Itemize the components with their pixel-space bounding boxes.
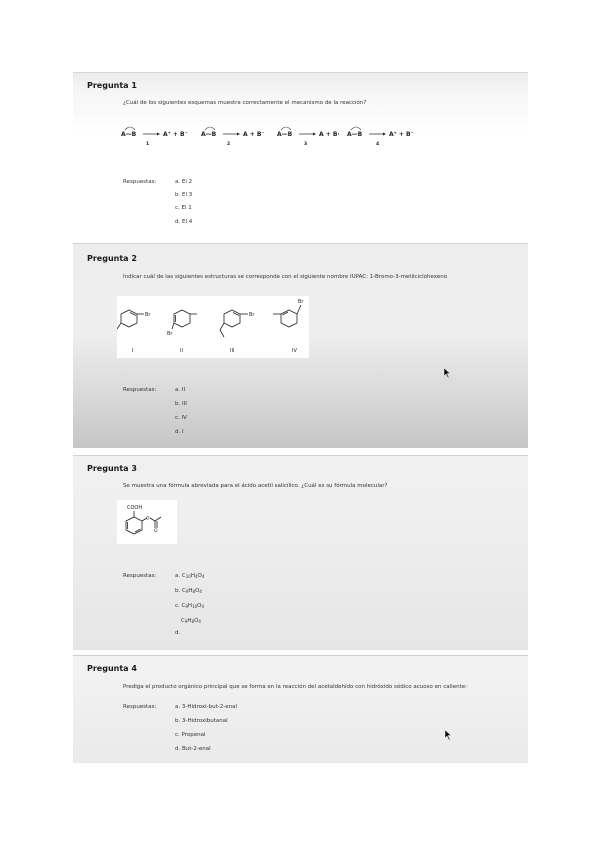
answer-option-c[interactable]: c. $C_9H_{10}O_4$ <box>175 603 205 609</box>
question-title: Pregunta 2 <box>87 254 137 263</box>
scheme-1 <box>121 127 188 147</box>
structure-II <box>172 310 197 329</box>
scheme-left: A—B <box>277 131 293 138</box>
formula-subscript: 4 <box>198 619 201 624</box>
svg-text:O: O <box>146 516 150 522</box>
scheme-right: A⁺ + B⁻ <box>389 131 414 138</box>
structure-III <box>220 310 248 337</box>
bromine-label: Br <box>298 299 304 305</box>
scheme-4 <box>347 127 414 147</box>
answer-option-c[interactable]: c. IV <box>175 415 187 421</box>
responses-label: Respuestas: <box>123 573 157 579</box>
answer-option-b[interactable]: b. 3-Hidroxibutanal <box>175 718 228 724</box>
mechanism-schemes <box>117 121 417 151</box>
structure-label: III <box>230 348 235 354</box>
formula-subscript: 4 <box>201 604 205 609</box>
answer-option-d[interactable]: d. But-2-enal <box>175 746 211 752</box>
question-title: Pregunta 3 <box>87 464 137 473</box>
answer-option-d-formula[interactable]: $C_9H_8O_4$ <box>181 618 201 624</box>
answer-option-a[interactable]: a. El 2 <box>175 179 193 185</box>
formula-subscript: 9 <box>185 604 188 609</box>
answer-option-b[interactable]: b. III <box>175 401 187 407</box>
answer-option-a[interactable]: a. $C_{10}H_4O_4$ <box>175 573 205 579</box>
answer-option-d-letter[interactable]: d. <box>175 630 181 636</box>
formula-subscript: 9 <box>185 589 189 594</box>
formula-subscript: 4 <box>199 589 202 594</box>
question-text: ¿Cuál de los siguientes esquemas muestra correctamente el mecanismo de la reacción? <box>123 100 367 106</box>
scheme-left: A—B <box>121 131 137 138</box>
structure-IV <box>273 305 301 327</box>
scheme-right: A + B⁻ <box>243 131 265 138</box>
answer-option-a[interactable]: a. 3-Hidroxi-but-2-enal <box>175 704 237 710</box>
bromine-label: Br <box>249 312 255 318</box>
formula-subscript: 10 <box>192 604 198 609</box>
question-card-3 <box>73 455 528 650</box>
formula-subscript: 4 <box>194 574 198 579</box>
scheme-number: 3 <box>304 142 308 147</box>
aspirin-structure-figure <box>117 500 177 544</box>
question-card-1 <box>73 72 528 240</box>
scheme-2 <box>201 127 265 147</box>
scheme-number: 4 <box>376 142 380 147</box>
answer-option-c[interactable]: c. Propenal <box>175 732 206 738</box>
mouse-cursor-icon <box>443 367 451 379</box>
scheme-number: 1 <box>146 142 150 147</box>
formula-subscript: 4 <box>201 574 205 579</box>
responses-label: Respuestas: <box>123 704 157 710</box>
structure-label: IV <box>292 348 297 354</box>
scheme-number: 2 <box>227 142 231 147</box>
answer-option-c[interactable]: c. El 1 <box>175 205 192 211</box>
structure-label: I <box>132 348 134 354</box>
answer-option-d[interactable]: d. I <box>175 429 184 435</box>
responses-label: Respuestas: <box>123 179 157 185</box>
structure-I <box>117 310 144 329</box>
bromine-label: Br <box>145 312 151 318</box>
question-text: Se muestra una fórmula abreviada para el ácido acetil salicílico. ¿Cuál es su fórmula molecular? <box>123 483 388 489</box>
answer-option-d[interactable]: d. El 4 <box>175 219 193 225</box>
scheme-left: A—B <box>347 131 363 138</box>
molecule-label: COOH <box>127 505 143 511</box>
question-title: Pregunta 4 <box>87 664 137 673</box>
structures-figure <box>117 296 309 358</box>
bromine-label: Br <box>167 331 173 337</box>
formula-subscript: 10 <box>185 574 191 579</box>
formula-subscript: 8 <box>192 589 196 594</box>
question-text: Indicar cuál de las siguientes estructuras se corresponde con el siguiente nombre IUPAC: 1-Bromo-3-metilciclohexeno <box>123 274 448 280</box>
question-card-4 <box>73 655 528 763</box>
structure-label: II <box>180 348 183 354</box>
formula-subscript: 9 <box>184 619 188 624</box>
responses-label: Respuestas: <box>123 387 157 393</box>
question-text: Prediga el producto orgánico principal que se forma en la reacción del acetaldehído con hidróxido sódico acuoso en caliente: <box>123 684 467 690</box>
scheme-left: A—B <box>201 131 217 138</box>
answer-option-a[interactable]: a. II <box>175 387 186 393</box>
scheme-right: A + B· <box>319 131 340 138</box>
answer-option-b[interactable]: b. El 3 <box>175 192 193 198</box>
formula-subscript: 8 <box>191 619 195 624</box>
question-title: Pregunta 1 <box>87 81 137 90</box>
question-card-2 <box>73 243 528 448</box>
scheme-3 <box>277 127 340 147</box>
svg-text:O: O <box>154 529 158 534</box>
mouse-cursor-icon <box>444 729 452 741</box>
answer-option-b[interactable]: b. $C_9H_8O_4$ <box>175 588 202 594</box>
scheme-right: A⁺ + B⁻ <box>163 131 188 138</box>
